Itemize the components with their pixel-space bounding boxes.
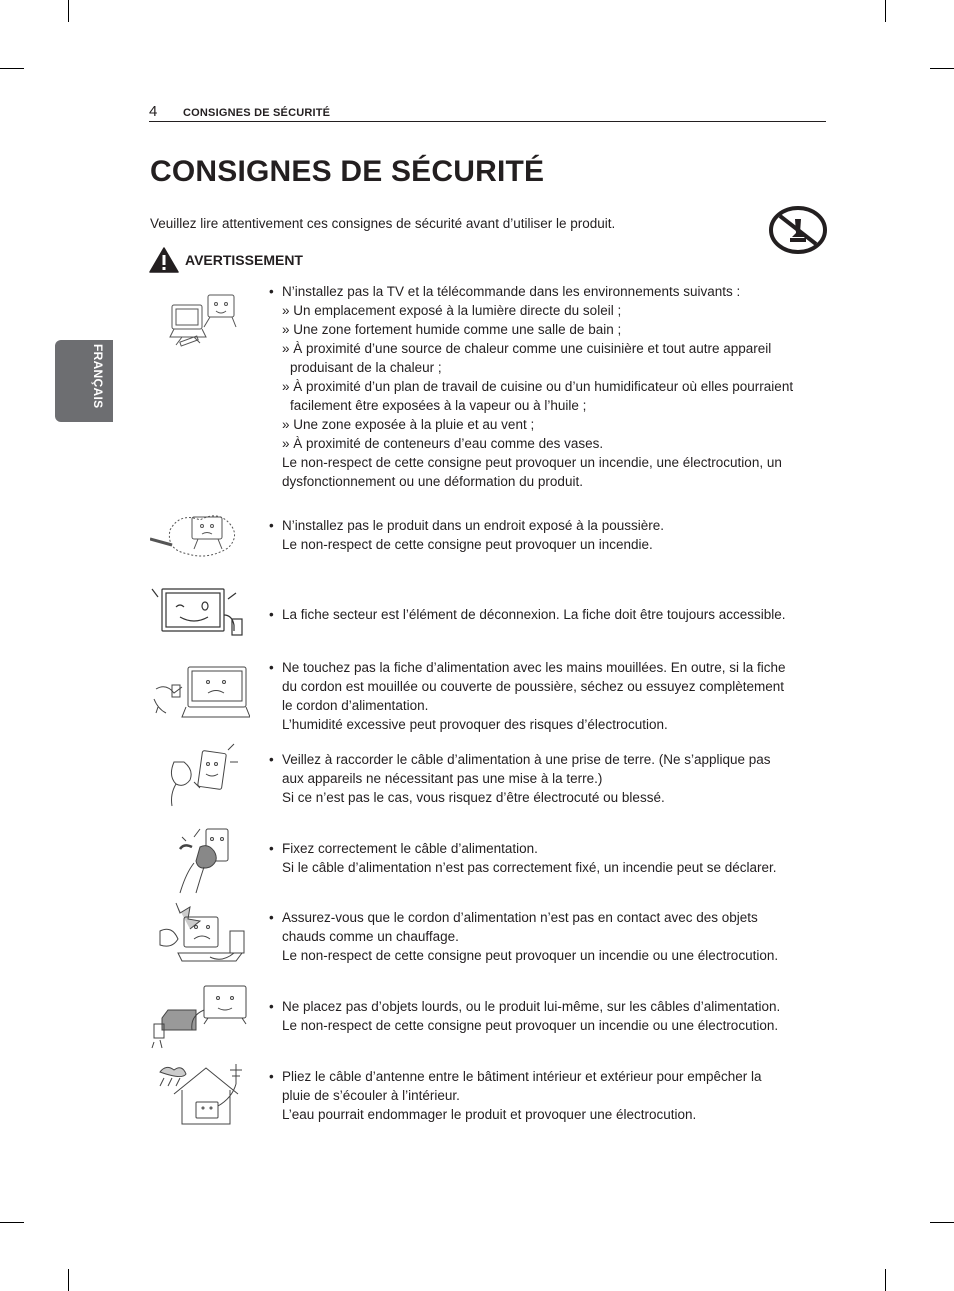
crop-mark: [0, 68, 24, 69]
language-tab: [55, 340, 113, 422]
bullet-text: • Assurez-vous que le cordon d’alimentation n’est pas en contact avec des objets: [269, 908, 825, 927]
sub-item: » À proximité d’une source de chaleur comme une cuisinière et tout autre appareil produisant de la chaleur ;: [282, 341, 772, 375]
tv-wet-hands-illustration: [150, 655, 250, 725]
crop-mark: [68, 1269, 69, 1291]
crop-mark: [930, 1222, 954, 1223]
sub-item: » Un emplacement exposé à la lumière directe du soleil ;: [282, 303, 622, 318]
warning-triangle-icon: [149, 247, 179, 273]
sub-item: » Une zone exposée à la pluie et au vent ;: [282, 417, 535, 432]
tv-dust-illustration: [150, 505, 242, 565]
crop-mark: [885, 1269, 886, 1291]
crop-mark: [885, 0, 886, 22]
tv-plug-illustration: [150, 585, 250, 645]
cord-heater-illustration: [150, 901, 250, 971]
page-number: 4: [149, 103, 158, 120]
safety-item-4: • Ne touchez pas la fiche d’alimentation avec les mains mouillées. En outre, si la fiche du cordon est mouillée ou couverte de poussière, séchez ou essuyez complètement le cordon d’alimentation. L’humidité excessive peut provoquer des risques d’électrocution.: [269, 658, 825, 734]
header-rule: [149, 121, 826, 122]
bullet-text: • Ne placez pas d’objets lourds, ou le produit lui-même, sur les câbles d’alimentation.: [269, 997, 825, 1016]
antenna-rain-illustration: [150, 1062, 250, 1132]
ground-outlet-illustration: [150, 742, 242, 812]
bullet-text: • N’installez pas la TV et la télécommande dans les environnements suivants :: [269, 282, 825, 301]
safety-item-6: • Fixez correctement le câble d’alimentation. Si le câble d’alimentation n’est pas correctement fixé, un incendie peut se déclarer.: [269, 839, 825, 877]
bullet-text: • La fiche secteur est l’élément de déconnexion. La fiche doit être toujours accessible.: [269, 605, 825, 624]
safety-item-7: • Assurez-vous que le cordon d’alimentation n’est pas en contact avec des objets chauds comme un chauffage. Le non-respect de cette consigne peut provoquer un incendie ou une électrocution.: [269, 908, 825, 965]
safety-item-2: • N’installez pas le produit dans un endroit exposé à la poussière. Le non-respect de cette consigne peut provoquer un incendie.: [269, 516, 825, 554]
sub-item: » À proximité de conteneurs d’eau comme des vases.: [282, 436, 604, 451]
page-title: CONSIGNES DE SÉCURITÉ: [150, 155, 545, 188]
bullet-text: • Fixez correctement le câble d’alimentation.: [269, 839, 825, 858]
warning-label: AVERTISSEMENT: [185, 252, 303, 268]
bullet-text: • Pliez le câble d’antenne entre le bâtiment intérieur et extérieur pour empêcher la: [269, 1067, 825, 1086]
bullet-text: • Veillez à raccorder le câble d’alimentation à une prise de terre. (Ne s’applique pas: [269, 750, 825, 769]
crop-mark: [930, 68, 954, 69]
sub-item: » À proximité d’un plan de travail de cuisine ou d’un humidificateur où elles pourraient facilement être exposées à la vapeur ou à l’huile ;: [282, 379, 794, 413]
safety-item-8: • Ne placez pas d’objets lourds, ou le produit lui-même, sur les câbles d’alimentation. Le non-respect de cette consigne peut provoquer un incendie ou une électrocution.: [269, 997, 825, 1035]
secure-plug-illustration: [150, 823, 242, 895]
safety-item-3: [269, 605, 825, 624]
sub-item: » Une zone fortement humide comme une salle de bain ;: [282, 322, 622, 337]
safety-item-9: • Pliez le câble d’antenne entre le bâtiment intérieur et extérieur pour empêcher la pluie de s’écouler à l’intérieur. L’eau pourrait endommager le produit et provoquer une électrocution.: [269, 1067, 825, 1124]
crop-mark: [68, 0, 69, 22]
running-header: CONSIGNES DE SÉCURITÉ: [183, 107, 331, 119]
intro-text: Veuillez lire attentivement ces consignes de sécurité avant d’utiliser le produit.: [150, 216, 616, 231]
bullet-text: • N’installez pas le produit dans un endroit exposé à la poussière.: [269, 516, 825, 535]
warning-header: [149, 247, 303, 273]
heavy-object-cable-illustration: [150, 980, 250, 1050]
language-tab-label: FRANÇAIS: [91, 344, 105, 409]
crop-mark: [0, 1222, 24, 1223]
tv-sunlight-illustration: [150, 287, 242, 347]
prohibition-icon: [768, 205, 828, 255]
bullet-text: • Ne touchez pas la fiche d’alimentation avec les mains mouillées. En outre, si la fiche: [269, 658, 825, 677]
safety-item-5: • Veillez à raccorder le câble d’alimentation à une prise de terre. (Ne s’applique pas aux appareils ne nécessitant pas une mise à la terre.) Si ce n’est pas le cas, vous risquez d’être électrocuté ou blessé.: [269, 750, 825, 807]
safety-item-1: • N’installez pas la TV et la télécommande dans les environnements suivants : » Un emplacement exposé à la lumière directe du soleil ; » Une zone fortement humide comme une salle de bain ; » À proximité d’une source de chaleur comme une cuisinière et tout autre appareil produisant de la chaleur ; » À proximité d’un plan de travail de cuisine ou d’un humidificateur où elles pourraient facilement être exposées à la vapeur ou à l’huile ; » Une zone exposée à la pluie et au vent ; » À proximité de conteneurs d’eau comme des vases. Le non-respect de cette consigne peut provoquer un incendie, une électrocution, un dysfonctionnement ou une déformation du produit.: [269, 282, 825, 491]
